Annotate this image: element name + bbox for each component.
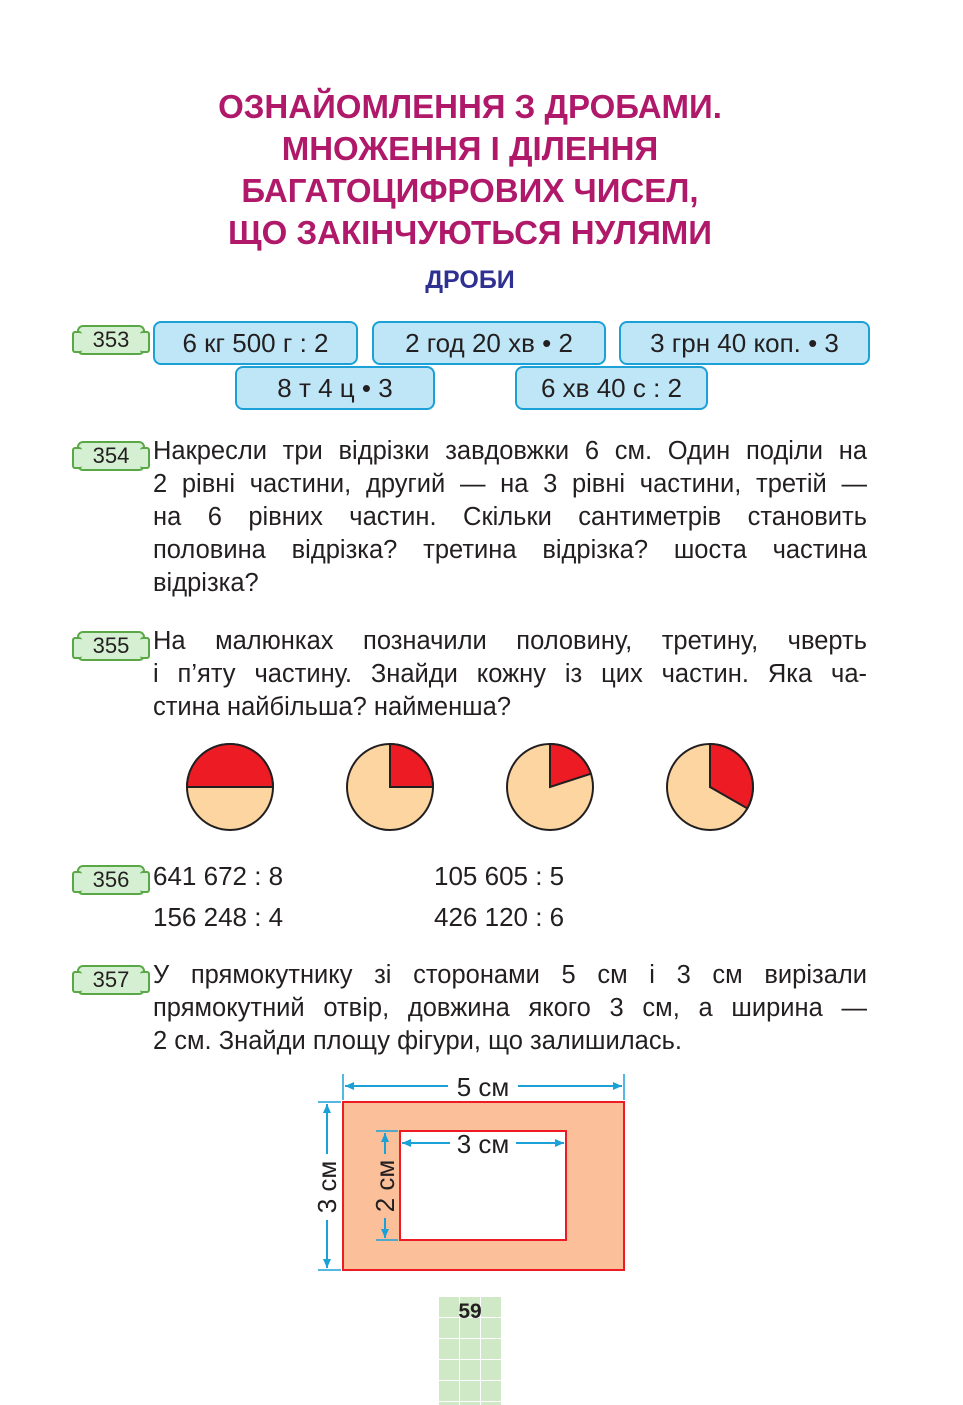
- inner-height-label: 2 см: [370, 1159, 400, 1213]
- task-354-text: [153, 435, 867, 600]
- text-line: відрізка?: [153, 569, 259, 597]
- title-line: БАГАТОЦИФРОВИХ ЧИСЕЛ,: [241, 172, 699, 209]
- expression-box: 6 кг 500 г : 2: [153, 321, 358, 365]
- rectangle-with-hole-figure: [300, 1070, 640, 1280]
- shaded-sector: [187, 744, 273, 787]
- fraction-circle-fifth: [500, 737, 600, 837]
- text-line: 2 рівні частини, другий — на 3 рівні частини, третій —: [153, 470, 867, 498]
- text-line: Накресли три відрізки завдовжки 6 см. Один поділи на: [153, 437, 867, 465]
- expression-box: 3 грн 40 коп. • 3: [619, 321, 870, 365]
- title-line: МНОЖЕННЯ І ДІЛЕННЯ: [281, 130, 659, 167]
- text-line: На малюнках позначили половину, третину, чверть: [153, 627, 867, 655]
- division-expression: 641 672 : 8: [153, 861, 284, 891]
- fraction-circle-third: [660, 737, 760, 837]
- task-357-text: [153, 959, 867, 1058]
- chapter-title: [0, 86, 940, 254]
- outer-width-label: 5 см: [456, 1072, 510, 1102]
- expression-box: 6 хв 40 с : 2: [515, 366, 708, 410]
- task-number-356: 356: [77, 865, 145, 895]
- title-line: ОЗНАЙОМЛЕННЯ З ДРОБАМИ.: [218, 88, 722, 125]
- shaded-sector: [390, 744, 433, 787]
- title-line: ЩО ЗАКІНЧУЮТЬСЯ НУЛЯМИ: [228, 214, 712, 251]
- fraction-circle-quarter: [340, 737, 440, 837]
- page-number: 59: [458, 1300, 482, 1323]
- division-expression: 156 248 : 4: [153, 902, 284, 932]
- expression-box: 8 т 4 ц • 3: [235, 366, 435, 410]
- text-line: половина відрізка? третина відрізка? шоста частина: [153, 536, 867, 564]
- task-number-355: 355: [77, 631, 145, 661]
- text-line: стина найбільша? найменша?: [153, 693, 511, 721]
- section-subtitle: ДРОБИ: [425, 266, 515, 294]
- text-line: прямокутний отвір, довжина якого 3 см, а ширина —: [153, 994, 867, 1022]
- division-expression: 105 605 : 5: [434, 861, 565, 891]
- outer-height-label: 3 см: [312, 1160, 342, 1214]
- text-line: і п’яту частину. Знайди кожну із цих частин. Яка ча-: [153, 660, 867, 688]
- expression-box: 2 год 20 хв • 2: [372, 321, 606, 365]
- task-number-353: 353: [77, 325, 145, 355]
- text-line: на 6 рівних частин. Скільки сантиметрів становить: [153, 503, 867, 531]
- task-number-354: 354: [77, 441, 145, 471]
- division-expression: 426 120 : 6: [434, 902, 565, 932]
- inner-width-label: 3 см: [456, 1129, 510, 1159]
- task-355-text: [153, 625, 867, 724]
- text-line: 2 см. Знайди площу фігури, що залишилась.: [153, 1027, 682, 1055]
- text-line: У прямокутнику зі сторонами 5 см і 3 см вирізали: [153, 961, 867, 989]
- task-number-357: 357: [77, 965, 145, 995]
- fraction-circle-half: [180, 737, 280, 837]
